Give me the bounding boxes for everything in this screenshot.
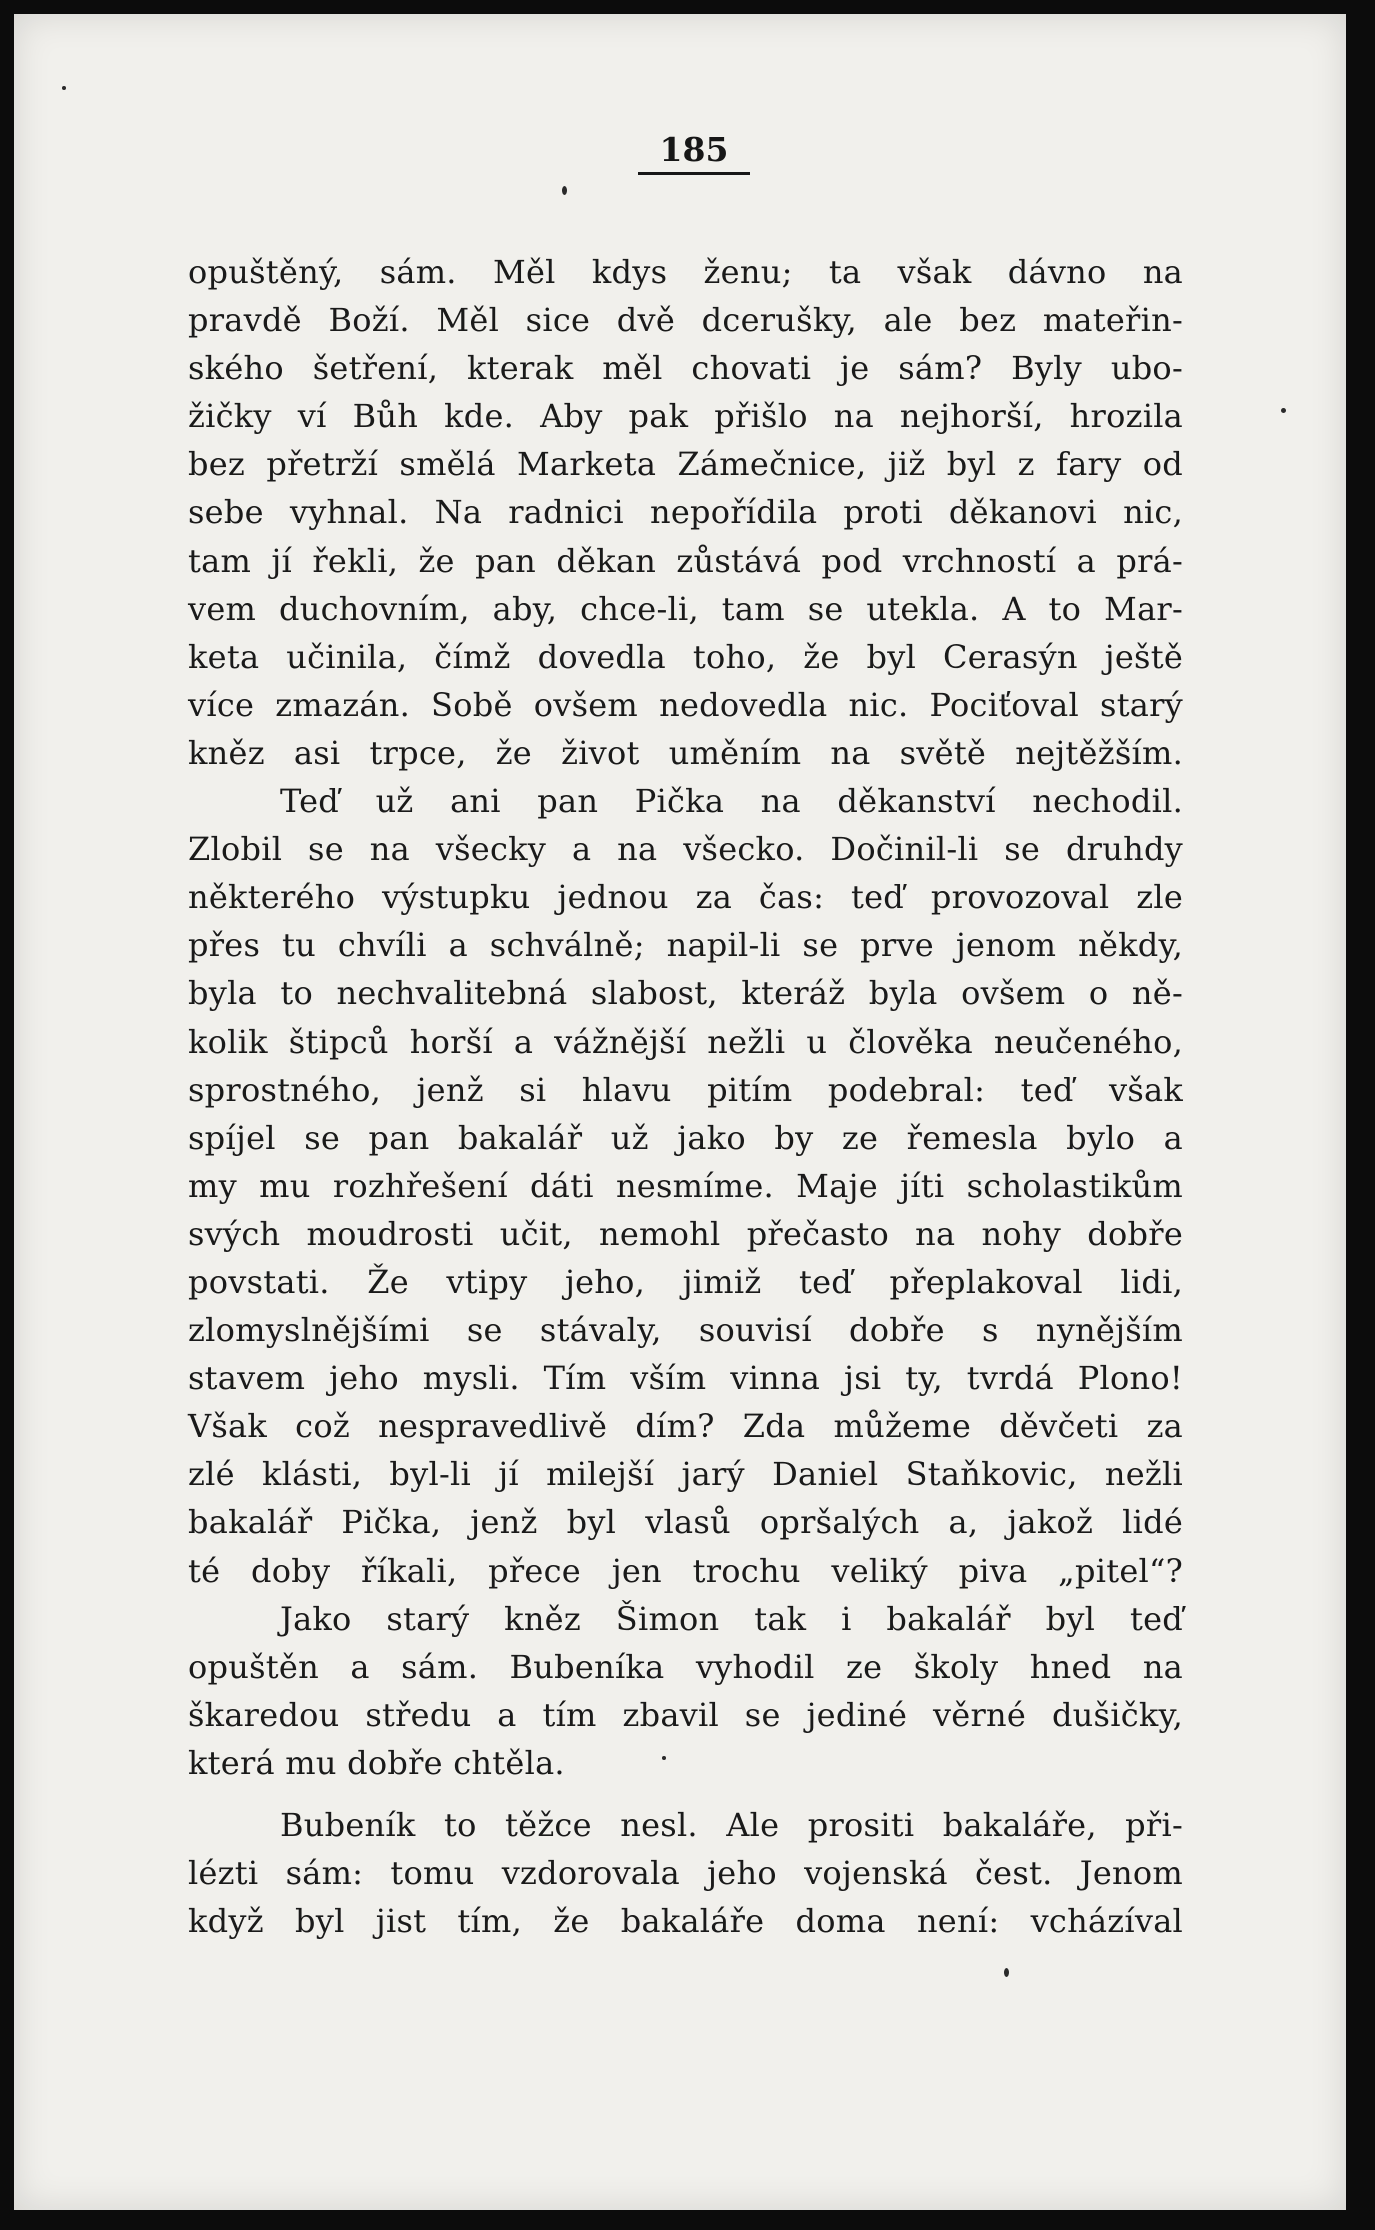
text-line: my mu rozhřešení dáti nesmíme. Maje jíti scholastikům	[188, 1166, 1183, 1205]
text-line: když byl jist tím, že bakaláře doma není: vcházíval	[188, 1902, 1183, 1941]
text-line: stavem jeho mysli. Tím vším vinna jsi ty, tvrdá Plono!	[188, 1359, 1183, 1398]
paragraph	[188, 1801, 1183, 1945]
text-line: která mu dobře chtěla.	[188, 1743, 565, 1782]
text-line: Bubeník to těžce nesl. Ale prositi bakaláře, při-	[280, 1806, 1183, 1844]
text-line: Však což nespravedlivě dím? Zda můžeme děvčeti za	[188, 1407, 1183, 1446]
text-line: sprostného, jenž si hlavu pitím podebral: teď však	[188, 1070, 1183, 1109]
text-line: ského šetření, kterak měl chovati je sám? Byly ubo-	[188, 349, 1183, 388]
text-line: žičky ví Bůh kde. Aby pak přišlo na nejhorší, hrozila	[188, 397, 1183, 436]
text-line: sebe vyhnal. Na radnici nepořídila proti děkanovi nic,	[188, 493, 1183, 532]
speck	[62, 86, 66, 90]
text-line: Teď už ani pan Pička na děkanství nechodil.	[280, 782, 1183, 821]
text-line: povstati. Že vtipy jeho, jimiž teď přeplakoval lidi,	[188, 1262, 1183, 1301]
text-line: pravdě Boží. Měl sice dvě dcerušky, ale bez mateřin-	[188, 301, 1183, 340]
body-text	[188, 248, 1183, 1945]
speck	[1004, 1968, 1009, 1977]
paragraph	[188, 777, 1183, 1595]
paragraph	[188, 248, 1183, 777]
speck	[562, 186, 567, 195]
text-line: některého výstupku jednou za čas: teď provozoval zle	[188, 878, 1183, 917]
paragraph-gap	[188, 1787, 1183, 1801]
text-line: Zlobil se na všecky a na všecko. Dočinil-li se druhdy	[188, 830, 1183, 869]
text-line: opuštěn a sám. Bubeníka vyhodil ze školy hned na	[188, 1647, 1183, 1686]
text-line: opuštěný, sám. Měl kdys ženu; ta však dávno na	[188, 253, 1183, 291]
page-number: 185	[638, 130, 750, 175]
text-line: kolik štipců horší a vážnější nežli u člověka neučeného,	[188, 1022, 1183, 1061]
paragraph	[188, 1595, 1183, 1787]
text-line: lézti sám: tomu vzdorovala jeho vojenská čest. Jenom	[188, 1854, 1183, 1893]
text-line: vem duchovním, aby, chce-li, tam se utekla. A to Mar-	[188, 589, 1183, 628]
text-line: zlomyslnějšími se stávaly, souvisí dobře s nynějším	[188, 1311, 1183, 1350]
text-line: kněz asi trpce, že život uměním na světě nejtěžším.	[188, 733, 1183, 772]
speck	[1281, 408, 1286, 413]
text-line: té doby říkali, přece jen trochu veliký piva „pitel“?	[188, 1551, 1183, 1590]
text-line: tam jí řekli, že pan děkan zůstává pod vrchností a prá-	[188, 541, 1183, 580]
text-line: bakalář Pička, jenž byl vlasů opršalých a, jakož lidé	[188, 1503, 1183, 1542]
text-line: škaredou středu a tím zbavil se jediné věrné dušičky,	[188, 1695, 1183, 1734]
text-line: zlé klásti, byl-li jí milejší jarý Daniel Staňkovic, nežli	[188, 1455, 1183, 1494]
text-line: keta učinila, čímž dovedla toho, že byl Cerasýn ještě	[188, 637, 1183, 676]
text-line: bez přetrží smělá Marketa Zámečnice, již byl z fary od	[188, 445, 1183, 484]
text-line: byla to nechvalitebná slabost, kteráž byla ovšem o ně-	[188, 974, 1183, 1013]
text-line: svých moudrosti učit, nemohl přečasto na nohy dobře	[188, 1214, 1183, 1253]
text-line: spíjel se pan bakalář už jako by ze řemesla bylo a	[188, 1118, 1183, 1157]
text-line: přes tu chvíli a schválně; napil-li se prve jenom někdy,	[188, 926, 1183, 965]
text-line: více zmazán. Sobě ovšem nedovedla nic. Pociťoval starý	[188, 685, 1183, 724]
text-line: Jako starý kněz Šimon tak i bakalář byl teď	[280, 1599, 1183, 1638]
